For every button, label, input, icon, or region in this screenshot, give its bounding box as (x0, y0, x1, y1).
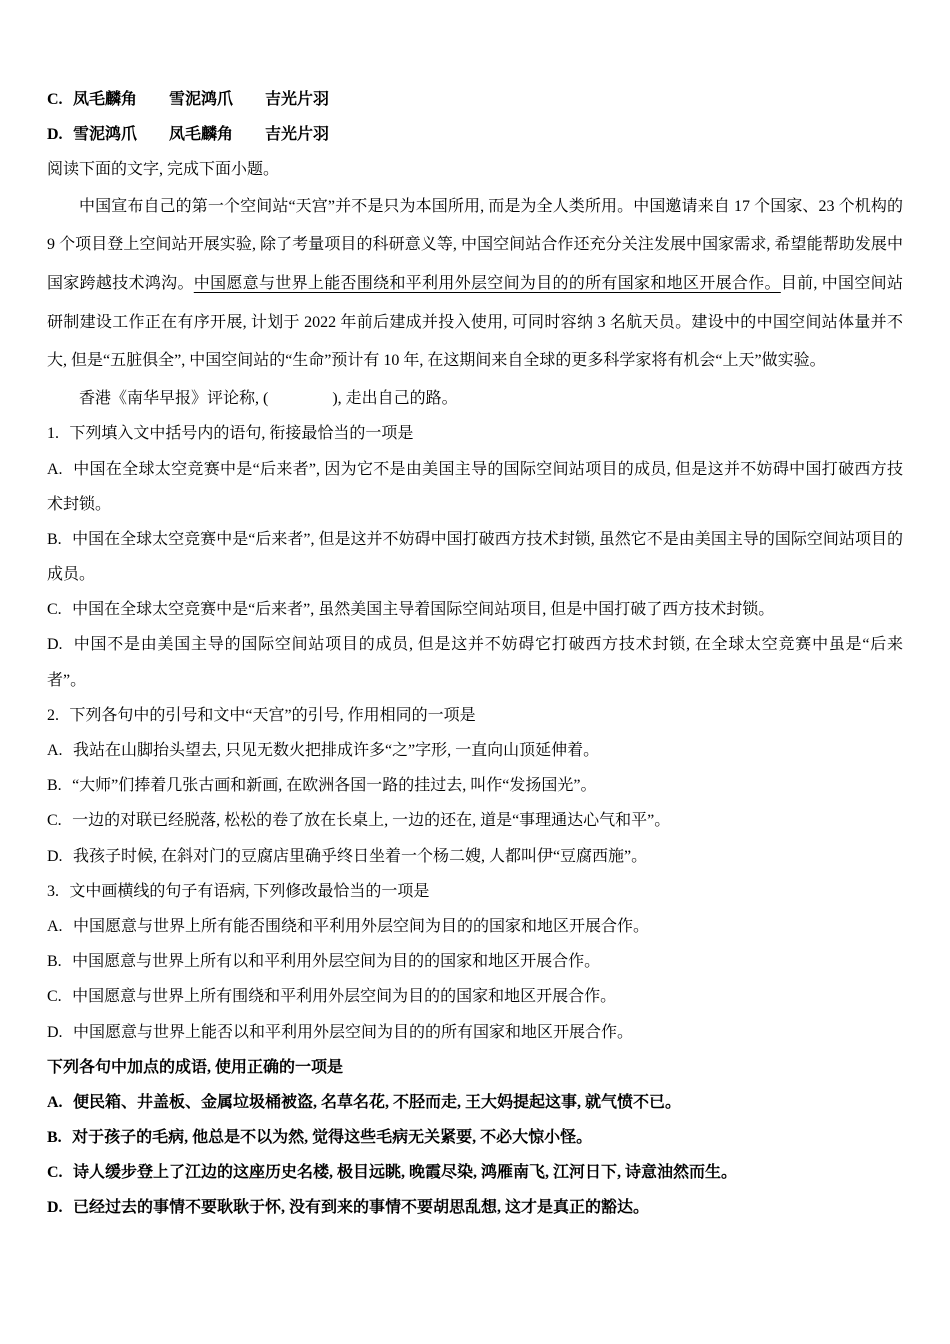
question-1-stem (47, 416, 903, 451)
top-option-line-c (47, 82, 903, 117)
question-1-option-b (47, 522, 903, 592)
option-label: C. (47, 601, 62, 619)
option-text: 对于孩子的毛病, 他总是不以为然, 觉得这些毛病无关紧要, 不必大惊小怪。 (72, 1129, 593, 1147)
question-3-option-d (47, 1015, 903, 1050)
question-stem-text: 下列填入文中括号内的语句, 衔接最恰当的一项是 (69, 425, 414, 443)
option-label: B. (47, 777, 62, 795)
option-text: 便民箱、井盖板、金属垃圾桶被盗, 名草名花, 不胫而走, 王大妈提起这事, 就气愤不已。 (72, 1093, 681, 1111)
option-text: 中国愿意与世界上能否以和平利用外层空间为目的的所有国家和地区开展合作。 (72, 1023, 633, 1041)
option-label: C. (47, 91, 63, 108)
option-label: A. (47, 1093, 63, 1111)
question-2-option-c (47, 803, 903, 838)
option-text: 已经过去的事情不要耿耿于怀, 没有到来的事情不要胡思乱想, 这才是真正的豁达。 (72, 1199, 649, 1217)
idiom-question-option-d (47, 1190, 903, 1225)
option-text: 中国不是由美国主导的国际空间站项目的成员, 但是这并不妨碍它打破西方技术封锁, 在全球太空竞赛中虽是“后来者”。 (47, 636, 903, 689)
question-2-option-d (47, 839, 903, 874)
option-label: C. (47, 812, 62, 830)
option-label: D. (47, 636, 63, 654)
citation-line: 香港《南华早报》评论称, ( ), 走出自己的路。 (79, 390, 458, 408)
question-1-option-d (47, 627, 903, 697)
question-number: 2. (47, 706, 59, 724)
question-3-option-a (47, 909, 903, 944)
question-2-option-a (47, 733, 903, 768)
question-1-option-c (47, 592, 903, 627)
reading-prompt: 阅读下面的文字, 完成下面小题。 (47, 161, 280, 179)
question-3-option-b (47, 944, 903, 979)
option-label: C. (47, 988, 62, 1006)
option-text: 中国愿意与世界上所有以和平利用外层空间为目的的国家和地区开展合作。 (72, 953, 601, 971)
option-label: B. (47, 1129, 62, 1147)
option-label: A. (47, 917, 63, 935)
idiom-question-option-a (47, 1085, 903, 1120)
option-text: 诗人缓步登上了江边的这座历史名楼, 极目远眺, 晚霞尽染, 鸿雁南飞, 江河日下, 诗意油然而生。 (72, 1164, 737, 1182)
question-number: 1. (47, 425, 59, 443)
question-3-stem (47, 874, 903, 909)
option-text: 中国在全球太空竞赛中是“后来者”, 因为它不是由美国主导的国际空间站项目的成员, 但是这并不妨碍中国打破西方技术封锁。 (47, 460, 903, 513)
option-label: A. (47, 460, 63, 478)
option-text: 中国在全球太空竞赛中是“后来者”, 虽然美国主导着国际空间站项目, 但是中国打破了西方技术封锁。 (72, 601, 775, 619)
option-label: A. (47, 742, 63, 760)
option-label: D. (47, 1023, 63, 1041)
option-label: B. (47, 530, 62, 548)
option-text: 中国愿意与世界上所有能否围绕和平利用外层空间为目的的国家和地区开展合作。 (72, 917, 649, 935)
option-text: 雪泥鸿爪 凤毛麟角 吉光片羽 (72, 126, 329, 144)
question-1-option-a (47, 452, 903, 522)
idiom-question-stem: 下列各句中加点的成语, 使用正确的一项是 (47, 1058, 344, 1076)
top-option-line-d (47, 117, 903, 152)
option-text: “大师”们捧着几张古画和新画, 在欧洲各国一路的挂过去, 叫作“发扬国光”。 (72, 777, 597, 795)
option-label: D. (47, 126, 63, 144)
passage-part2: 目前, 中国空间站研制建设工作正在有序开展, 计划于 2022 年前后建成并投入使用, 可同时容纳 3 名航天员。建设中的中国空间站体量并不大, 但是“五脏俱全”, 中国空间站的“生命”预计有 10 年, 在这期间来自全球的更多科学家将有机会“上天”做实验。 (47, 275, 903, 370)
option-text: 中国在全球太空竞赛中是“后来者”, 但是这并不妨碍中国打破西方技术封锁, 虽然它不是由美国主导的国际空间站项目的成员。 (47, 530, 903, 584)
idiom-question-option-c (47, 1155, 903, 1190)
option-text: 中国愿意与世界上所有围绕和平利用外层空间为目的的国家和地区开展合作。 (72, 988, 617, 1006)
passage-part1: 中国宣布自己的第一个空间站“天宫”并不是只为本国所用, 而是为全人类所用。中国邀请来自 17 个国家、23 个机构的 9 个项目登上空间站开展实验, 除了考量项目的科研意义等, 中国空间站合作还充分关注发展中国家需求, 希望能帮助发展中国家跨越技术鸿沟。 (47, 197, 903, 292)
question-2-option-b (47, 768, 903, 803)
option-text: 一边的对联已经脱落, 松松的卷了放在长桌上, 一边的还在, 道是“事理通达心气和平”。 (72, 812, 671, 830)
question-2-stem (47, 698, 903, 733)
option-label: B. (47, 953, 62, 971)
option-text: 凤毛麟角 雪泥鸿爪 吉光片羽 (72, 91, 329, 108)
reading-passage (47, 188, 903, 382)
option-label: D. (47, 1199, 63, 1217)
passage-underlined-sentence: 中国愿意与世界上能否围绕和平利用外层空间为目的的所有国家和地区开展合作。 (193, 275, 781, 292)
question-number: 3. (47, 882, 59, 900)
option-text: 我站在山脚抬头望去, 只见无数火把排成许多“之”字形, 一直向山顶延伸着。 (72, 742, 600, 760)
option-label: D. (47, 847, 63, 865)
idiom-question-option-b (47, 1120, 903, 1155)
question-stem-text: 下列各句中的引号和文中“天宫”的引号, 作用相同的一项是 (69, 706, 476, 724)
question-3-option-c (47, 979, 903, 1014)
question-stem-text: 文中画横线的句子有语病, 下列修改最恰当的一项是 (69, 882, 430, 900)
option-label: C. (47, 1164, 63, 1182)
option-text: 我孩子时候, 在斜对门的豆腐店里确乎终日坐着一个杨二嫂, 人都叫伊“豆腐西施”。 (72, 847, 648, 865)
